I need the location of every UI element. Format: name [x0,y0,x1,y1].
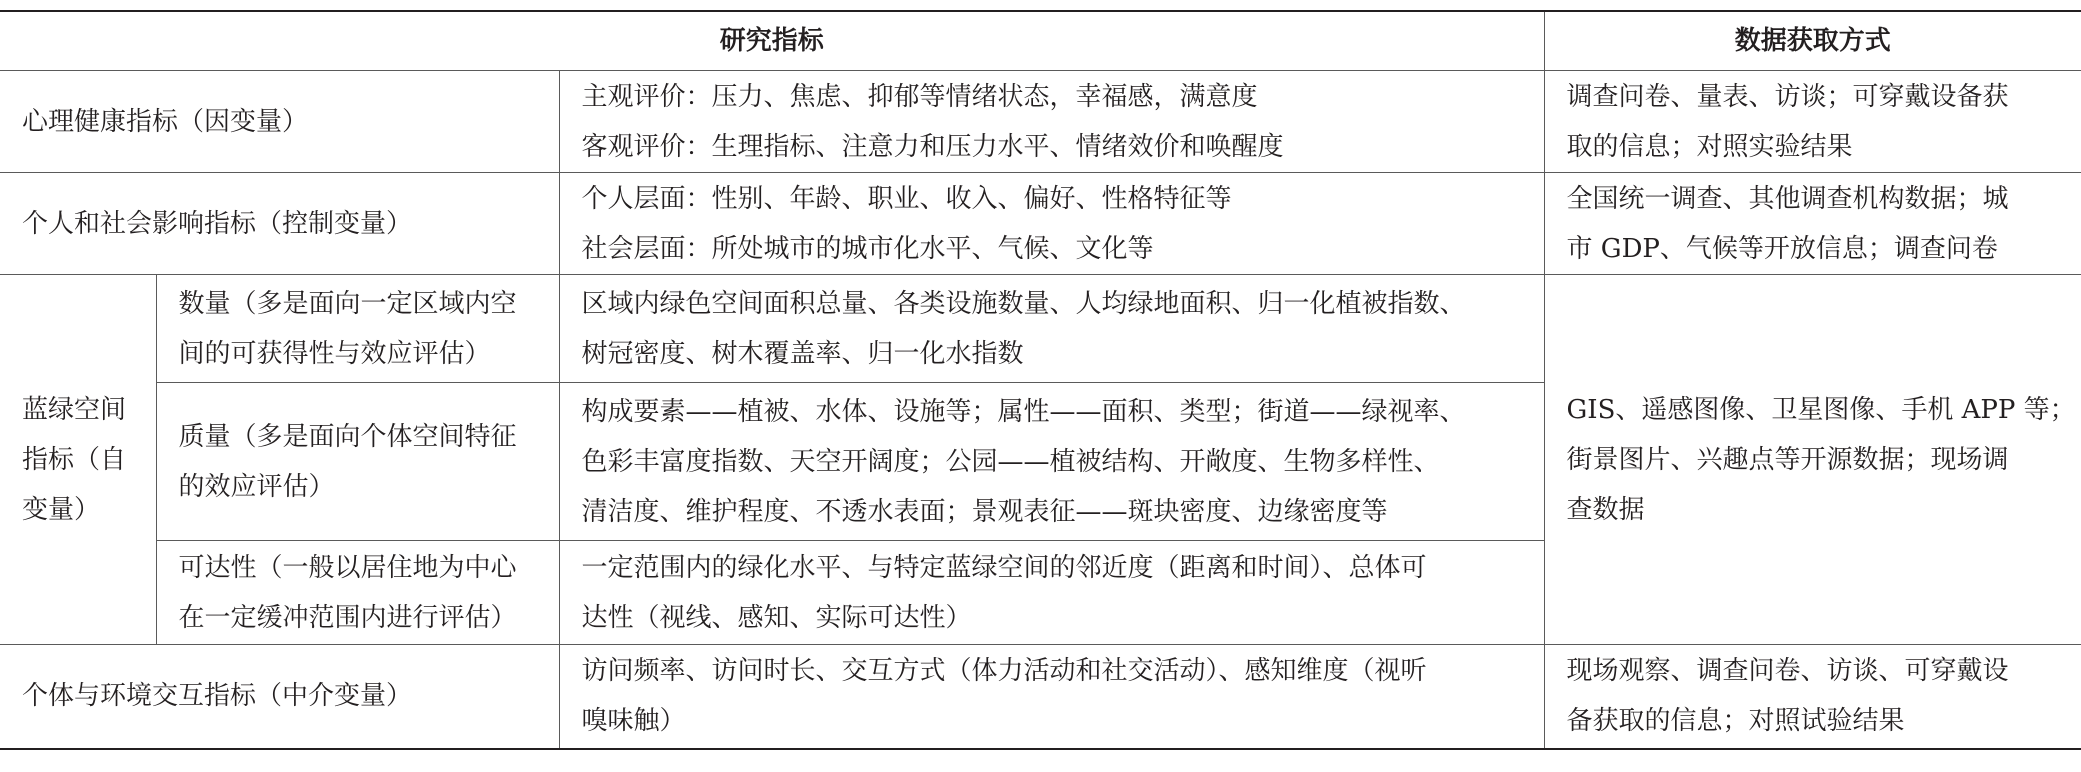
quantity-detail-line: 区域内绿色空间面积总量、各类设施数量、人均绿地面积、归一化植被指数、 [581,288,1466,319]
bluegreen-group-label [0,275,156,645]
access-detail-line: 达性（视线、感知、实际可达性） [581,602,972,633]
access-label [156,541,559,645]
access-detail [559,541,1544,645]
quality-label-line: 的效应评估） [178,471,335,502]
quality-label [156,383,559,541]
header-row [0,11,2081,71]
header-method: 数据获取方式 [1544,11,2081,71]
social-method-line: 市 GDP、气候等开放信息；调查问卷 [1566,233,1998,264]
interaction-method-line: 现场观察、调查问卷、访谈、可穿戴设 [1566,656,2009,687]
bluegreen-label-line: 变量） [22,494,101,525]
social-label: 个人和社会影响指标（控制变量） [0,173,559,275]
table-row-interaction [0,645,2081,749]
table-row-social [0,173,2081,275]
bluegreen-method-line: 街景图片、兴趣点等开源数据；现场调 [1566,444,2009,475]
bluegreen-method-line: GIS、遥感图像、卫星图像、手机 APP 等； [1566,394,2076,425]
mental-detail-line: 主观评价：压力、焦虑、抑郁等情绪状态，幸福感，满意度 [581,81,1258,112]
social-detail [559,173,1544,275]
quantity-label-line: 数量（多是面向一定区域内空 [178,288,517,319]
table-row-quantity [0,275,2081,383]
interaction-detail [559,645,1544,749]
social-method [1544,173,2081,275]
bluegreen-label-line: 指标（自 [22,444,127,475]
interaction-method [1544,645,2081,749]
bluegreen-method-line: 查数据 [1566,494,1645,525]
access-label-line: 在一定缓冲范围内进行评估） [178,602,517,633]
quality-detail [559,383,1544,541]
interaction-method-line: 备获取的信息；对照试验结果 [1566,706,1905,737]
header-indicator: 研究指标 [0,11,1544,71]
access-label-line: 可达性（一般以居住地为中心 [178,552,517,583]
access-detail-line: 一定范围内的绿化水平、与特定蓝绿空间的邻近度（距离和时间）、总体可 [581,552,1427,583]
mental-method-line: 取的信息；对照实验结果 [1566,131,1853,162]
table-row-mental-health [0,71,2081,173]
bluegreen-method [1544,275,2081,645]
quantity-label [156,275,559,383]
mental-health-label: 心理健康指标（因变量） [0,71,559,173]
quantity-label-line: 间的可获得性与效应评估） [178,338,491,369]
social-detail-line: 社会层面：所处城市的城市化水平、气候、文化等 [581,233,1154,264]
interaction-label: 个体与环境交互指标（中介变量） [0,645,559,749]
mental-health-method [1544,71,2081,173]
mental-method-line: 调查问卷、量表、访谈；可穿戴设备获 [1566,81,2009,112]
social-detail-line: 个人层面：性别、年龄、职业、收入、偏好、性格特征等 [581,183,1232,214]
quality-label-line: 质量（多是面向个体空间特征 [178,421,517,452]
quality-detail-line: 构成要素——植被、水体、设施等；属性——面积、类型；街道——绿视率、 [581,396,1466,427]
indicator-table [0,10,2081,750]
mental-detail-line: 客观评价：生理指标、注意力和压力水平、情绪效价和唤醒度 [581,131,1284,162]
bluegreen-label-line: 蓝绿空间 [22,394,127,425]
quantity-detail-line: 树冠密度、树木覆盖率、归一化水指数 [581,338,1024,369]
mental-health-detail [559,71,1544,173]
interaction-detail-line: 嗅味触） [581,706,686,737]
quality-detail-line: 色彩丰富度指数、天空开阔度；公园——植被结构、开敞度、生物多样性、 [581,446,1440,477]
quantity-detail [559,275,1544,383]
interaction-detail-line: 访问频率、访问时长、交互方式（体力活动和社交活动）、感知维度（视听 [581,656,1427,687]
social-method-line: 全国统一调查、其他调查机构数据；城 [1566,183,2009,214]
quality-detail-line: 清洁度、维护程度、不透水表面；景观表征——斑块密度、边缘密度等 [581,496,1388,527]
